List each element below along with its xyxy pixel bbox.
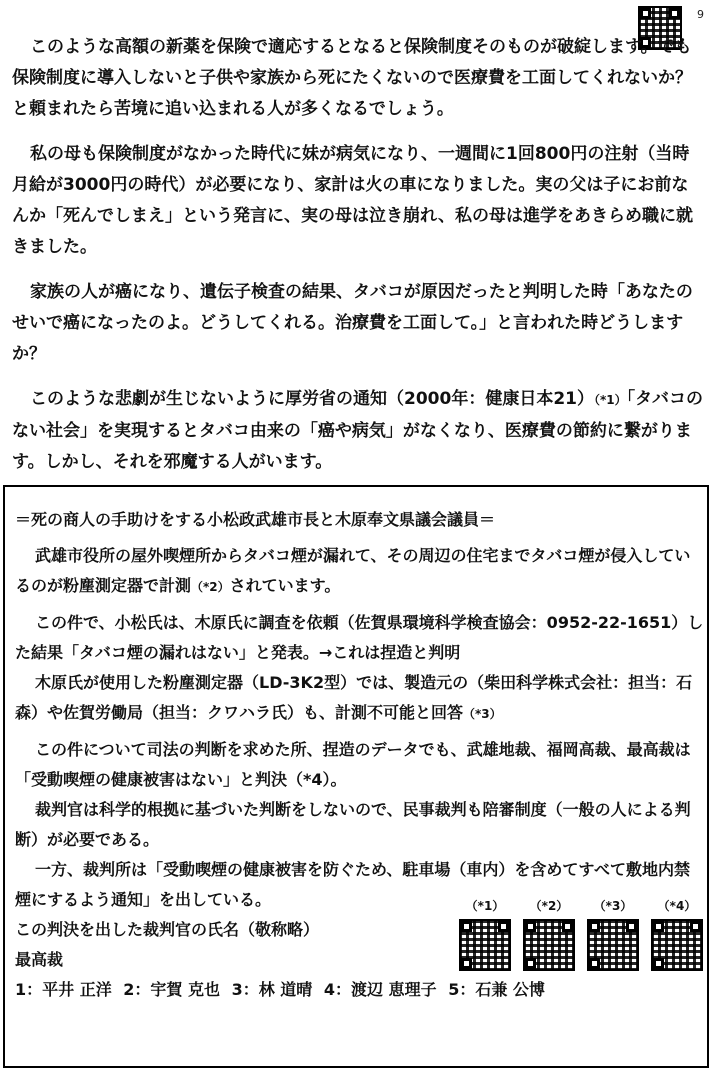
judge-name: 4：渡辺 恵理子 bbox=[323, 980, 437, 999]
paragraph-text: 家族の人が癌になり、遺伝子検査の結果、タバコが原因だったと判明した時「あなたのせいで癌になったのよ。どうしてくれる。治療費を工面して。」と言われた時どうしますか？ bbox=[12, 282, 693, 364]
paragraph-text: 「タバコのない社会」を実現するとタバコ由来の「癌や病気」がなくなり、医療費の節約に繋がります。しかし、それを邪魔する人がいます。 bbox=[12, 389, 703, 472]
qr-code-icon bbox=[523, 919, 575, 971]
paragraph bbox=[12, 277, 704, 370]
qr-code-icon bbox=[651, 919, 703, 971]
paragraph bbox=[15, 608, 705, 668]
judge-name: 5：石兼 公博 bbox=[448, 980, 545, 999]
qr-label: （*4） bbox=[657, 899, 697, 913]
judge-name: 2：宇賀 克也 bbox=[123, 980, 221, 999]
paragraph bbox=[15, 735, 705, 795]
paragraph-text: 一方、裁判所は「受動喫煙の健康被害を防ぐため、駐車場（車内）を含めてすべて敷地内禁煙にするよう通知」を出している。 bbox=[15, 860, 691, 909]
boxed-section bbox=[3, 485, 709, 1068]
qr-label: （*3） bbox=[593, 899, 633, 913]
page-number: 9 bbox=[697, 8, 704, 21]
paragraph-text: 木原氏が使用した粉塵測定器（LD-3K2型）では、製造元の（柴田科学株式会社：担当：石森）や佐賀労働局（担当：クワハラ氏）も、計測不可能と回答 bbox=[15, 673, 693, 722]
judges-heading: この判決を出した裁判官の氏名（敬称略） bbox=[15, 920, 320, 939]
qr-cell bbox=[521, 897, 577, 971]
qr-cell bbox=[457, 897, 513, 971]
qr-code-icon bbox=[587, 919, 639, 971]
qr-cell bbox=[585, 897, 641, 971]
court-name: 最高裁 bbox=[15, 950, 64, 969]
qr-cell bbox=[649, 897, 705, 971]
qr-label: （*1） bbox=[465, 899, 505, 913]
paragraph bbox=[15, 668, 705, 729]
paragraph bbox=[12, 384, 704, 478]
qr-code-icon bbox=[459, 919, 511, 971]
box-heading: ＝死の商人の手助けをする小松政武雄市長と木原奉文県議会議員＝ bbox=[15, 510, 496, 529]
paragraph-text: 武雄市役所の屋外喫煙所からタバコ煙が漏れて、その周辺の住宅までタバコ煙が侵入しているのが粉塵測定器で計測 bbox=[15, 546, 691, 595]
paragraph-text: この件について司法の判断を求めた所、捏造のデータでも、武雄地裁、福岡高裁、最高裁は「受動喫煙の健康被害はない」と判決（*4）。 bbox=[15, 740, 691, 789]
paragraph-text: この件で、小松氏は、木原氏に調査を依頼（佐賀県環境科学検査協会：0952-22-1651）した結果「タバコ煙の漏れはない」と発表。→これは捏造と判明 bbox=[15, 613, 704, 662]
footnote-ref: （*1） bbox=[593, 393, 627, 407]
judge-name: 3：林 道晴 bbox=[231, 980, 313, 999]
paragraph bbox=[15, 795, 705, 855]
footnote-ref: （*3） bbox=[463, 707, 502, 721]
paragraph bbox=[12, 32, 704, 125]
paragraph-text: 裁判官は科学的根拠に基づいた判断をしないので、民事裁判も陪審制度（一般の人による判断）が必要である。 bbox=[15, 800, 691, 849]
qr-code-row bbox=[457, 897, 707, 987]
paragraph-text: このような悲劇が生じないように厚労省の通知（2000年：健康日本21） bbox=[30, 389, 594, 409]
paragraph-text: このような高額の新薬を保険で適応するとなると保険制度そのものが破綻します。でも保険制度に導入しないと子供や家族から死にたくないので医療費を工面してくれないか？と頼まれたら苦境に追い込まれる人が多くなるでしょう。 bbox=[12, 37, 692, 119]
qr-label: （*2） bbox=[529, 899, 569, 913]
footnote-ref: （*2） bbox=[191, 580, 230, 594]
main-text bbox=[12, 32, 704, 492]
paragraph-text: されています。 bbox=[229, 576, 341, 595]
judge-name: 1：平井 正洋 bbox=[15, 980, 112, 999]
paragraph bbox=[15, 541, 705, 602]
paragraph bbox=[12, 139, 704, 263]
paragraph-text: 私の母も保険制度がなかった時代に妹が病気になり、一週間に1回800円の注射（当時月給が3000円の時代）が必要になり、家計は火の車になりました。実の父は子にお前なんか「死んでしまえ」という発言に、実の母は泣き崩れ、私の母は進学をあきらめ職に就きました。 bbox=[12, 144, 694, 257]
